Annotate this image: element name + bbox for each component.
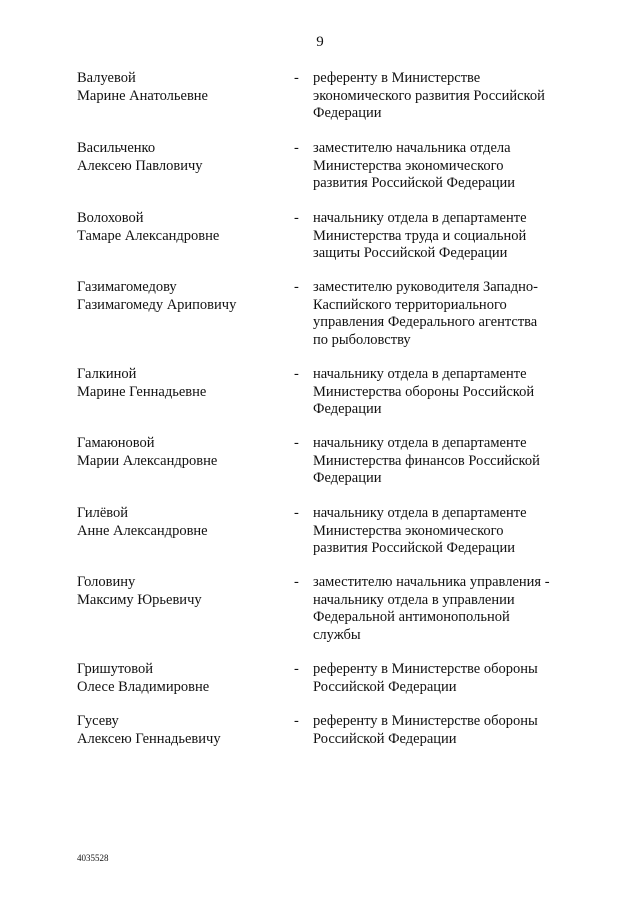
position-line: развития Российской Федерации <box>313 540 515 556</box>
recipient-surname: Волоховой <box>77 210 144 226</box>
position-line: по рыболовству <box>313 331 411 348</box>
recipient-position <box>313 366 583 419</box>
recipient-name <box>77 140 282 175</box>
position-line: Министерства труда и социальной <box>313 227 527 244</box>
recipient-given-names: Тамаре Александровне <box>77 227 220 244</box>
recipient-position <box>313 210 583 263</box>
recipient-name <box>77 210 282 245</box>
recipient-position <box>313 713 583 748</box>
recipient-surname: Головину <box>77 574 136 590</box>
separator-dash: - <box>294 713 299 729</box>
recipient-given-names: Максиму Юрьевичу <box>77 591 202 608</box>
recipient-position <box>313 574 583 644</box>
position-line: службы <box>313 626 361 643</box>
recipient-surname: Галкиной <box>77 366 137 382</box>
position-line: начальнику отдела в департаменте <box>313 366 527 382</box>
separator-dash: - <box>294 574 299 590</box>
recipient-position <box>313 140 583 193</box>
separator-dash: - <box>294 366 299 382</box>
position-line: референту в Министерстве <box>313 70 481 86</box>
position-line: заместителю руководителя Западно- <box>313 279 538 295</box>
position-line: начальнику отдела в управлении <box>313 591 515 608</box>
separator-dash: - <box>294 70 299 86</box>
position-line: Министерства финансов Российской <box>313 452 540 469</box>
position-line: Федерации <box>313 401 382 417</box>
recipient-position <box>313 661 583 696</box>
separator-dash: - <box>294 210 299 226</box>
recipient-surname: Газимагомедову <box>77 279 177 295</box>
recipient-surname: Валуевой <box>77 70 136 86</box>
position-line: управления Федерального агентства <box>313 314 538 330</box>
recipient-name <box>77 70 282 105</box>
position-line: начальнику отдела в департаменте <box>313 505 527 521</box>
document-code: 4035528 <box>77 853 109 863</box>
recipient-position <box>313 279 583 349</box>
recipient-given-names: Алексею Павловичу <box>77 157 203 174</box>
recipient-name <box>77 279 282 314</box>
recipient-surname: Васильченко <box>77 140 156 156</box>
position-line: заместителю начальника отдела <box>313 140 511 156</box>
recipient-given-names: Анне Александровне <box>77 522 208 539</box>
position-line: Федерации <box>313 470 382 486</box>
position-line: экономического развития Российской <box>313 87 545 104</box>
recipient-given-names: Олесе Владимировне <box>77 678 210 695</box>
position-line: Министерства экономического <box>313 522 504 539</box>
separator-dash: - <box>294 505 299 521</box>
position-line: заместителю начальника управления - <box>313 574 550 590</box>
recipient-given-names: Марине Геннадьевне <box>77 383 207 400</box>
position-line: Федеральной антимонопольной <box>313 609 510 625</box>
recipient-name <box>77 366 282 401</box>
position-line: Каспийского территориального <box>313 296 507 313</box>
position-line: референту в Министерстве обороны <box>313 713 538 729</box>
position-line: Федерации <box>313 105 382 121</box>
position-line: Российской Федерации <box>313 730 457 747</box>
recipient-position <box>313 435 583 488</box>
position-line: референту в Министерстве обороны <box>313 661 538 677</box>
recipient-surname: Гусеву <box>77 713 119 729</box>
position-line: Российской Федерации <box>313 678 457 695</box>
recipient-name <box>77 661 282 696</box>
position-line: развития Российской Федерации <box>313 175 515 191</box>
recipient-given-names: Марине Анатольевне <box>77 87 208 104</box>
separator-dash: - <box>294 140 299 156</box>
recipient-name <box>77 574 282 609</box>
recipient-name <box>77 435 282 470</box>
position-line: Министерства экономического <box>313 157 504 174</box>
position-line: защиты Российской Федерации <box>313 245 508 261</box>
recipient-surname: Гилёвой <box>77 505 129 521</box>
recipient-surname: Гамаюновой <box>77 435 155 451</box>
position-line: начальнику отдела в департаменте <box>313 210 527 226</box>
recipient-surname: Гришутовой <box>77 661 154 677</box>
recipient-given-names: Марии Александровне <box>77 452 218 469</box>
recipient-name <box>77 713 282 748</box>
page-number: 9 <box>316 34 324 50</box>
separator-dash: - <box>294 279 299 295</box>
separator-dash: - <box>294 661 299 677</box>
position-line: Министерства обороны Российской <box>313 383 535 400</box>
recipient-position <box>313 505 583 558</box>
recipient-position <box>313 70 583 123</box>
recipient-given-names: Газимагомеду Ариповичу <box>77 296 237 313</box>
recipient-given-names: Алексею Геннадьевичу <box>77 730 221 747</box>
recipient-name <box>77 505 282 540</box>
separator-dash: - <box>294 435 299 451</box>
position-line: начальнику отдела в департаменте <box>313 435 527 451</box>
